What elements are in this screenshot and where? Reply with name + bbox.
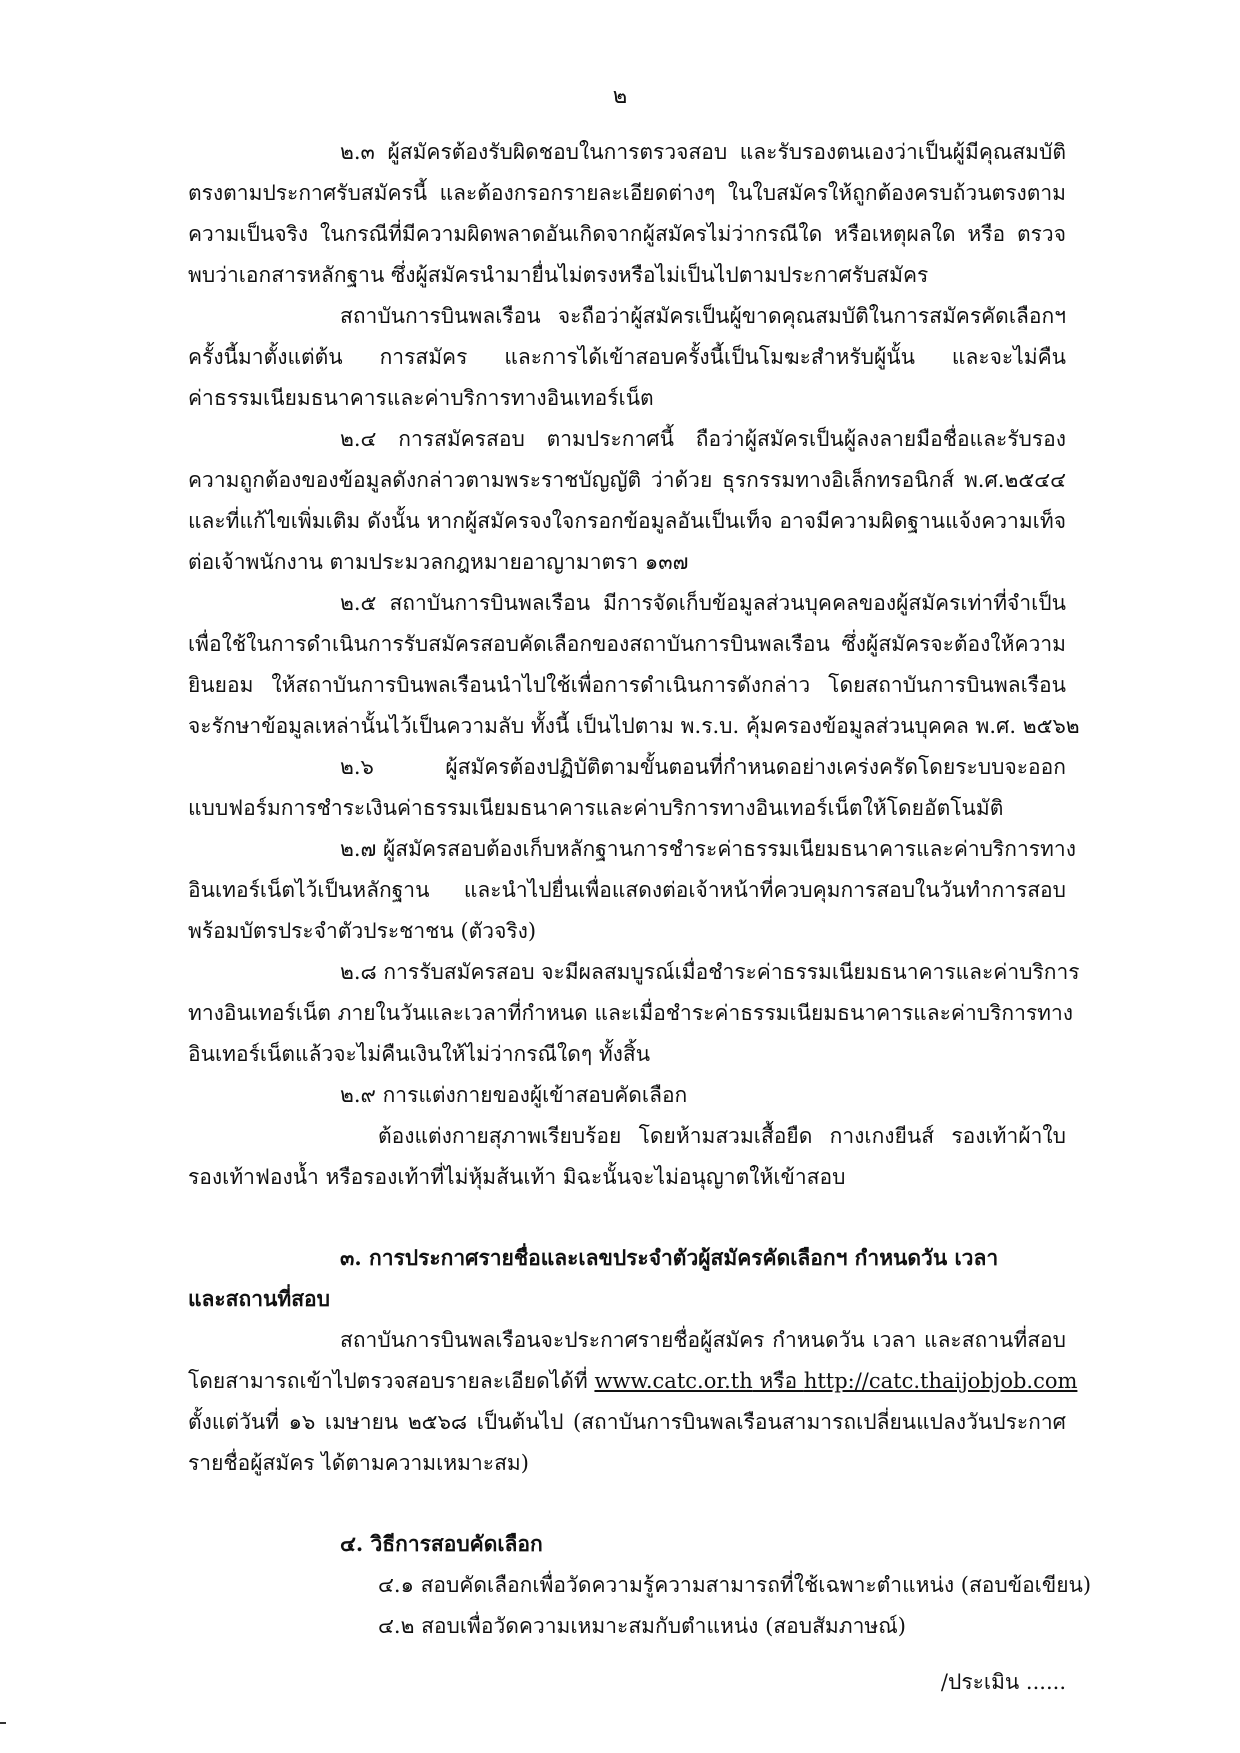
clause-2-3-para2-line-2: ครั้งนี้มาตั้งแต่ต้น การสมัคร และการได้เข้าสอบครั้งนี้เป็นโมฆะสำหรับผู้นั้น และจะไม่คืน xyxy=(188,345,1066,369)
clause-2-9-line-3: รองเท้าฟองน้ำ หรือรองเท้าที่ไม่หุ้มส้นเท้า มิฉะนั้นจะไม่อนุญาตให้เข้าสอบ xyxy=(188,1165,846,1189)
clause-2-7-line-1: ๒.๗ ผู้สมัครสอบต้องเก็บหลักฐานการชำระค่าธรรมเนียมธนาคารและค่าบริการทาง xyxy=(340,837,1076,861)
section-3-line-2 xyxy=(188,1366,1077,1396)
link-separator: หรือ xyxy=(752,1369,804,1393)
clause-2-3-line-3: ความเป็นจริง ในกรณีที่มีความผิดพลาดอันเกิดจากผู้สมัครไม่ว่ากรณีใด หรือเหตุผลใด หรือ ตรวจ xyxy=(188,222,1066,246)
section-3-line-1: สถาบันการบินพลเรือนจะประกาศรายชื่อผู้สมัคร กำหนดวัน เวลา และสถานที่สอบ xyxy=(340,1328,1066,1352)
section-3-heading-line-1: ๓. การประกาศรายชื่อและเลขประจำตัวผู้สมัครคัดเลือกฯ กำหนดวัน เวลา xyxy=(340,1245,999,1270)
clause-2-3-line-2: ตรงตามประกาศรับสมัครนี้ และต้องกรอกรายละเอียดต่างๆ ในใบสมัครให้ถูกต้องครบถ้วนตรงตาม xyxy=(188,181,1066,205)
clause-2-3-line-1: ๒.๓ ผู้สมัครต้องรับผิดชอบในการตรวจสอบ และรับรองตนเองว่าเป็นผู้มีคุณสมบัติ xyxy=(340,140,1066,164)
clause-2-8-line-3: อินเทอร์เน็ตแล้วจะไม่คืนเงินให้ไม่ว่ากรณีใดๆ ทั้งสิ้น xyxy=(188,1042,651,1066)
clause-2-5-line-4: จะรักษาข้อมูลเหล่านั้นไว้เป็นความลับ ทั้งนี้ เป็นไปตาม พ.ร.บ. คุ้มครองข้อมูลส่วนบุคคล พ.ศ. ๒๕๖๒ xyxy=(188,714,1080,738)
clause-2-6-line-1: ๒.๖ ผู้สมัครต้องปฏิบัติตามขั้นตอนที่กำหนดอย่างเคร่งครัดโดยระบบจะออก xyxy=(340,755,1066,779)
catc-website-link[interactable]: www.catc.or.th xyxy=(594,1369,753,1393)
section-3-line-2-text: โดยสามารถเข้าไปตรวจสอบรายละเอียดได้ที่ xyxy=(188,1369,595,1393)
clause-2-4-line-3: และที่แก้ไขเพิ่มเติม ดังนั้น หากผู้สมัครจงใจกรอกข้อมูลอันเป็นเท็จ อาจมีความผิดฐานแจ้งความเท็จ xyxy=(188,509,1066,533)
clause-2-6-line-2: แบบฟอร์มการชำระเงินค่าธรรมเนียมธนาคารและค่าบริการทางอินเทอร์เน็ตให้โดยอัตโนมัติ xyxy=(188,796,1004,820)
thaijobjob-website-link[interactable]: http://catc.thaijobjob.com xyxy=(803,1369,1078,1393)
clause-2-9-line-1: ๒.๙ การแต่งกายของผู้เข้าสอบคัดเลือก xyxy=(340,1083,688,1107)
clause-2-9-line-2: ต้องแต่งกายสุภาพเรียบร้อย โดยห้ามสวมเสื้อยืด กางเกงยีนส์ รองเท้าผ้าใบ xyxy=(378,1124,1066,1148)
clause-2-8-line-1: ๒.๘ การรับสมัครสอบ จะมีผลสมบูรณ์เมื่อชำระค่าธรรมเนียมธนาคารและค่าบริการ xyxy=(340,960,1080,984)
clause-2-5-line-3: ยินยอม ให้สถาบันการบินพลเรือนนำไปใช้เพื่อการดำเนินการดังกล่าว โดยสถาบันการบินพลเรือน xyxy=(188,673,1066,697)
continuation-footer: /ประเมิน ...... xyxy=(940,1670,1066,1694)
clause-2-3-line-4: พบว่าเอกสารหลักฐาน ซึ่งผู้สมัครนำมายื่นไม่ตรงหรือไม่เป็นไปตามประกาศรับสมัคร xyxy=(188,263,929,287)
clause-2-3-para2-line-1: สถาบันการบินพลเรือน จะถือว่าผู้สมัครเป็นผู้ขาดคุณสมบัติในการสมัครคัดเลือกฯ xyxy=(340,304,1066,328)
clause-2-3-para2-line-3: ค่าธรรมเนียมธนาคารและค่าบริการทางอินเทอร์เน็ต xyxy=(188,386,654,410)
clause-2-7-line-2: อินเทอร์เน็ตไว้เป็นหลักฐาน และนำไปยื่นเพื่อแสดงต่อเจ้าหน้าที่ควบคุมการสอบในวันทำการสอบ xyxy=(188,878,1066,902)
clause-2-5-line-2: เพื่อใช้ในการดำเนินการรับสมัครสอบคัดเลือกของสถาบันการบินพลเรือน ซึ่งผู้สมัครจะต้องให้ความ xyxy=(188,632,1066,656)
section-4-heading: ๔. วิธีการสอบคัดเลือก xyxy=(340,1531,543,1556)
clause-2-8-line-2: ทางอินเทอร์เน็ต ภายในวันและเวลาที่กำหนด และเมื่อชำระค่าธรรมเนียมธนาคารและค่าบริการทาง xyxy=(188,1001,1074,1025)
scan-edge-mark xyxy=(0,1722,6,1724)
clause-2-7-line-3: พร้อมบัตรประจำตัวประชาชน (ตัวจริง) xyxy=(188,919,537,943)
section-4-item-2: ๔.๒ สอบเพื่อวัดความเหมาะสมกับตำแหน่ง (สอบสัมภาษณ์) xyxy=(378,1614,906,1638)
section-4-item-1: ๔.๑ สอบคัดเลือกเพื่อวัดความรู้ความสามารถที่ใช้เฉพาะตำแหน่ง (สอบข้อเขียน) xyxy=(378,1573,1092,1597)
clause-2-4-line-2: ความถูกต้องของข้อมูลดังกล่าวตามพระราชบัญญัติ ว่าด้วย ธุรกรรมทางอิเล็กทรอนิกส์ พ.ศ.๒๕๔๔ xyxy=(188,468,1066,492)
clause-2-4-line-4: ต่อเจ้าพนักงาน ตามประมวลกฎหมายอาญามาตรา ๑๓๗ xyxy=(188,550,689,574)
section-3-line-3: ตั้งแต่วันที่ ๑๖ เมษายน ๒๕๖๘ เป็นต้นไป (สถาบันการบินพลเรือนสามารถเปลี่ยนแปลงวันประกาศ xyxy=(188,1410,1066,1434)
clause-2-5-line-1: ๒.๕ สถาบันการบินพลเรือน มีการจัดเก็บข้อมูลส่วนบุคคลของผู้สมัครเท่าที่จำเป็น xyxy=(340,591,1066,615)
page-number: ๒ xyxy=(612,84,628,109)
clause-2-4-line-1: ๒.๔ การสมัครสอบ ตามประกาศนี้ ถือว่าผู้สมัครเป็นผู้ลงลายมือชื่อและรับรอง xyxy=(340,427,1066,451)
section-3-line-4: รายชื่อผู้สมัคร ได้ตามความเหมาะสม) xyxy=(188,1451,529,1475)
section-3-heading-line-2: และสถานที่สอบ xyxy=(188,1286,330,1311)
